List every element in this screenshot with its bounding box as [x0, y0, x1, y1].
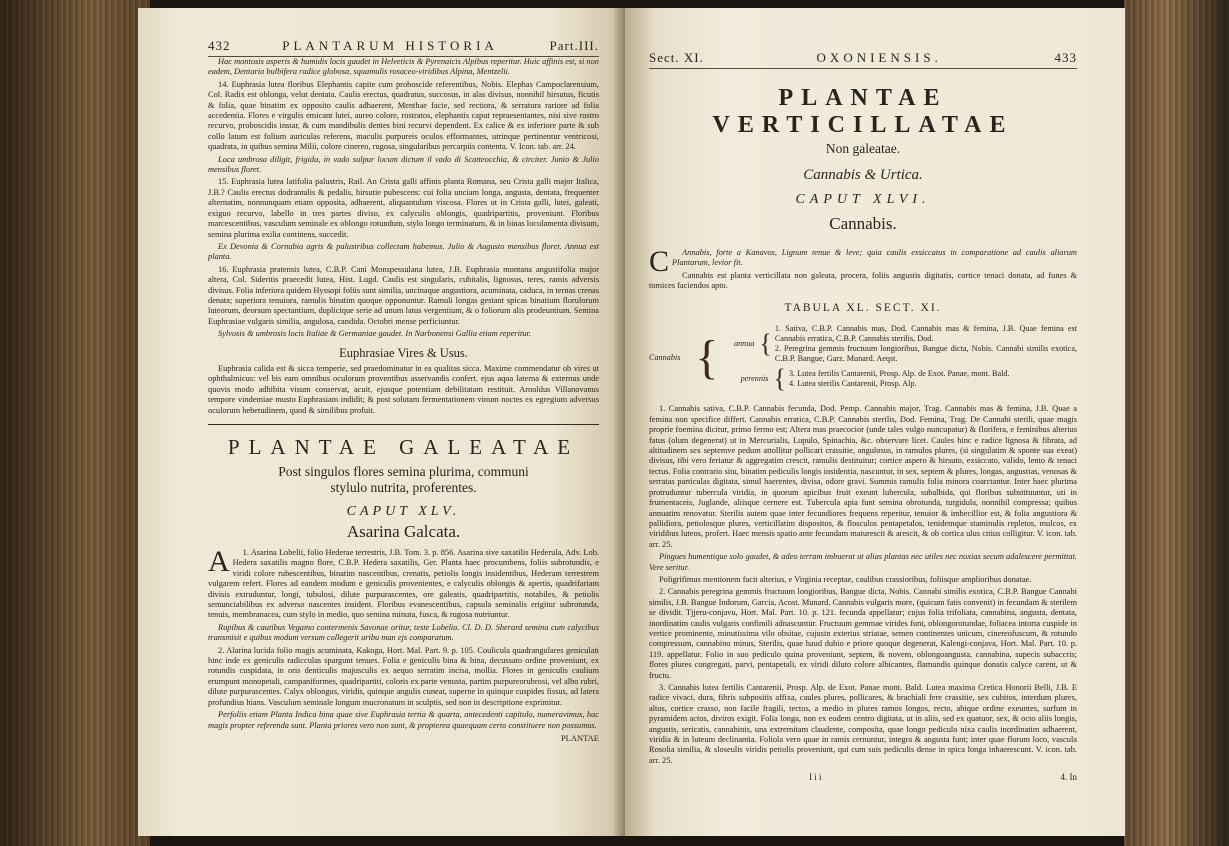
left-page-number: 432	[208, 38, 231, 53]
perennis-brace: {	[773, 364, 786, 394]
class-title: PLANTAE VERTICILLATAE	[712, 85, 1014, 138]
left-part-label: Part.III.	[549, 38, 599, 53]
annua-brace: {	[759, 329, 772, 359]
right-running-title: OXONIENSIS.	[816, 50, 942, 65]
left-page-edges	[0, 0, 150, 846]
chapter-number: CAPUT XLV.	[346, 504, 461, 519]
annua-label: annua	[733, 338, 755, 348]
drop-capital: A	[208, 545, 230, 578]
tree-brace: {	[695, 331, 719, 385]
chapter-title: Asarina Galcata.	[346, 522, 461, 541]
intro-paragraph: Hac montosis asperis & humidis locis gaudet in Helveticis & Pyrenaicis Alpibus reperitur. Huic affinis est, si non eadem, Dentaria bulbifera radice globosa, squamulis rosaceo-viridibus Alpina, Mentzelii.	[208, 57, 599, 77]
tree-branches	[722, 322, 1077, 395]
signature-mark: I i i	[809, 772, 822, 783]
tree-item: 3. Lutea fertilis Cantarenii, Prosp. Alp. de Exot. Panae, mont. Bald.	[788, 369, 1010, 379]
paragraph-14-habitat: Loca umbrosa diligit, frigida, in vado sulpur locum dictum il vado di Scatteocchia, & circiter. Junio & Julio mensibus floret.	[208, 154, 599, 175]
section-subtitle-line-1: Post singulos flores semina plurima, communi	[278, 464, 529, 479]
cannabis-text	[649, 404, 1077, 766]
paragraph-16-habitat: Sylvosis & umbrosis locis Italiae & Germaniae gaudet. In Narbonensi Gallia etiam reperitur.	[218, 329, 531, 339]
left-page	[138, 8, 625, 836]
paragraph-15-habitat: Ex Devonia & Cornubia agris & palustribus collectam habemus. Julio & Augusto mensibus floret. Annua est planta.	[208, 241, 599, 262]
paragraph-16: 16. Euphrasia pratensis lutea, C.B.P. Cani Monspessulana lutea, J.B. Euphrasia montana angustifolia major altera, Col. Sideritis praecedit lutea, Hist. Lugd. Caulis est singularis, cubitalis, lignosus, teres, ramis adversis divisus. Folia inferiora quidem Hyssopi foliis sunt similia, uncinaque angustiora, acuminata, caduca, in ternas crenas denata; superiora tenuiora, ramulis binatim quoque opponuntur. Ramuli longas gestant spicas binatium florulorum luteorum, deorsum spectantium, duplicique serie ad unum latus vergentium, & o foliorum alis prodeuntium. Semina Euphrasiae vulgaris similia, angulosa, candida. Octobri mense perficiuntur.	[208, 264, 599, 326]
section-title: PLANTAE GALEATAE	[227, 435, 580, 459]
right-page	[625, 8, 1125, 836]
right-running-head	[649, 50, 1077, 69]
etymology-paragraph: Annabis, forte a Kanavos, Lignum tenue & leve; quia caulis exsiccatus in comparatione ad caulis aliarum Plantarum, levior fit.	[672, 248, 1077, 268]
cannabis-paragraph-1: 1. Cannabis sativa, C.B.P. Cannabis fecunda, Dod. Pemp. Cannabis major, Trag. Cannabis mas & femina, J.B. Quae a femina non specifice differt. Cannabis erratica, C.B.P. Cannabis sterilis, Dod. Femina, Trag. De Cannabi sterili, quae magis proprie foemina dicitur, primo fermo est; Altera mas praecocior (unde tales vulgo nuncupatur) & florifera, e feminibus alterius fatus (olum degenerat) ut in Mercurialis, Lupulo, Spinachia, &c. observare licet. Caules hinc e radice lignosa & fibrata, ad altitudinem sex septemve pedum attollitur pollicari crassitie, angulosus, in ramulos plures, (si singulatim & sponte sua exeat) divisus, tibi vero feriatur & aggregatim crescit, ramulis destituitur; cortice aspero & hirsuto, exsiccato, valido, lento & tenaci tectus. Folia contrario situ, binatim pediculis longis insidentia, nascuntur, in sex, septem & plures, longas, angustias, venosas & serratas particulas digitata, simul haerentes, divisa, odore gravi. Summis ramulis folia minora coarctantur. Inter haec plurima protruduntur tubercula viridia, in quorum apicibus fruit exeunt lubercula, subalbida, qui floribus substituuntur, uti in frumentaceis, Juglande, aliisque cernere est. Tubercula apia funt semina obrotunda, turgidula, nonnihil compressa; quibus annuatim renovatur. Sterilis autem quae inter fecundiores frequens reperitur, tenuior & imbecillior est, & folia angustiora & pallidiora, petiolosque plures, verticillatim dispositos, & flosculos pentapetalos, tenidemque staminulis repletos, mulcos, ex viridibus luteos, profert. Haec mensis spatio ante fecundam maturescit & arescit, & ob cortica ulus citius colligitur. V. icon. tab. arr. 25.	[649, 404, 1077, 549]
right-page-number: 433	[1054, 50, 1077, 65]
cannabis-paragraph-1-note: Poligrifimus mentionem facit alterius, e Virginia receptae, caulibus crassioribus, foliisque amplioribus donatae.	[659, 574, 1032, 584]
tree-item: 4. Lutea sterilis Cantarenii, Prosp. Alp.	[788, 379, 917, 389]
right-body-text	[649, 245, 1077, 292]
drop-capital: C	[649, 245, 670, 278]
left-catchword: PLANTAE	[560, 732, 599, 743]
paragraph-14: 14. Euphrasia lutea floribus Elephantis capite cum proboscide referentibus, Nobis. Elephas Campoclarensium, Col. Radix est oblonga, velut dentata. Caulis erectus, quadratus, succosus, in alas divisus, nonnihil hirsutus, ficutis & folia, quae binatim ex opposito caulis adhaerent, Menthae facie, sed rectiora, & serratura rariore ad folia accedentia. Flores e virgulis emicant lutei, aureo colore, rostratos, elephantis caput repraesentantes, nisi sive rostro recurvo, proboscidis instar, & cum mandibulis dentes bini recurvi dependent. Ex calice & ex inferiore parte & sub collo latum est folium auriculas referens, maculis purpureis oculos efformantes, utrinque pertinentur ventricosi, quadrata, in quibus semina Milii, colore cinereo, rugosa, singularibus percarpiis contenta. V. Icon. tab. arr. 24.	[208, 79, 599, 152]
virtues-paragraph: Euphrasia calida est & sicca temperie, sed praedominatur in ea qualitas sicca. Maxime commendatur ob vires ut ophthalmicus: vel bis eam omnibus oculorum proventibus asservandis confert. ejus aqua laterna & externus unde quovis modo adhibita visum conservat, acuit, ejusque potentiam debilitatam restituit. Arnoldus Villanovanus tempore vindemiae musto Euphrasiam indidit; & post solutam fermentationem vinum noctes ex egregium adversus oculorum hebetudinem, quod & similibus profuit.	[208, 363, 599, 415]
perennis-label: perennis	[740, 374, 769, 384]
classification-table	[649, 322, 1077, 395]
tree-root-label: Cannabis	[649, 352, 681, 362]
group-title: Cannabis & Urtica.	[803, 167, 923, 183]
section-subtitle-line-2: stylulo nutrita, proferentes.	[330, 480, 477, 495]
asarina-text	[208, 545, 599, 743]
asarina-paragraph-1-habitat: Rupibus & cautibus Vegamo contermenis Savonae oritur, teste Lobelio. Cl. D. D. Sherard semina cum calycibus transmisit e quibus modum versum collegerit uribu man ejs comparatum.	[208, 622, 599, 643]
right-page-edges	[1124, 0, 1229, 846]
definition-paragraph: Cannabis est planta verticillata non galeata, procera, foliis angustis digitatis, cortice tenaci donata, ad funes & tomices faciendos apto.	[649, 270, 1077, 291]
tree-item: 2. Peregrina gemmis fructuum longioribus, Bangue dicta, Nobis. Cannabi similis exotica, C.B.P. Bangue, Garz. Munard. Aeqst.	[774, 344, 1077, 364]
class-subtitle: Non galeatae.	[825, 141, 901, 156]
right-footer	[649, 772, 1077, 782]
left-running-head	[208, 38, 599, 57]
paragraph-15: 15. Euphrasia lutea latifolia palustris, Rail. An Crista galli affinis planta Romana, seu Crista galli major Italica, J.B.? Caulis erectus dodrantalis & pedalis, hirsutie pubescens: cui folia unciam longa, angusta, dentata, frequenter alternatim, nonnunquam etiam opposita, adhaerent, aliquantulum viscosa. Flores ut in Crista galli, lutei, galeati, exiguo recurvo, labello in tres partes diviso, ex calyculis oblongis, quadripartitis, proveniunt. Floribus marcescentibus, vasculum seminale ex oblongo rotundum, stylo longo terminatum, & in binas loculamenta divisum, semina plurima exilia continens, succedit.	[208, 177, 599, 239]
chapter-title: Cannabis.	[829, 214, 897, 233]
tree-branch-perennis	[722, 366, 1077, 392]
right-catchword: 4. In	[1060, 772, 1077, 783]
cannabis-paragraph-1-habitat: Pingues humentique solo gaudet, & adeo terram imbuerat ut alias plantas nec utiles nec noxias secum adalescere permittat. Vere seritur.	[649, 552, 1077, 572]
right-section-label: Sect. XI.	[649, 50, 704, 65]
tree-branch-annua	[722, 324, 1077, 365]
asarina-paragraph-2: 2. Alarina lucida folio magis acuminata, Kakoga, Hort. Mal. Part. 9. p. 105. Coulicula quadrangulares geniculati hinc inde ex geniculis radicculas spargunt tenues. Folia e geniculis bina & bina, decussato ordine proveniunt, ex rotundis cuspidata, in oris denticulis majusculis ex aequo serratim incisa, mollia. Flores in geniculis caulium erumpunt monopetali, campaniformes, quadripartiti, coloris ex parte venusta, partim purpureorubrosi, vel albo rubri, dilute purpurascentes. Calyx oblongus, viridis, quinque angulis cuneat, superne in quinque cuspides fissus, ad latera profundius hians. Vasculum seminale longum mucronatum in sculptis, sed non in descriptione exprimitur.	[208, 645, 599, 707]
tree-item: 1. Sativa, C.B.P. Cannabis mas, Dod. Cannabis mas & femina, J.B. Quae femina est Cannabis erratica, C.B.P. Cannabis sterilis, Dod.	[774, 323, 1077, 343]
cannabis-paragraph-3: 3. Cannabis lutea fertilis Cantarenii, Prosp. Alp. de Exot. Panae mont. Bald. Lutea maxima Cretica Honorii Belli, J.B. E radice vivaci, dura, fibris subpositis affixa, caules plures, pollicares, & brachiali fere crassitie, sex cubitos, interdum plures, altos, cortice crasso, non facile fragili, tectos, a medio in plures ramos longos, recto, abique ordine exeuntes, surfum in pyramidem actos, diviros exigit. Folia longa, non ex eodem centro digitata, ut in aliis, sed ex quatuor, sex, & octo aliis longis, angustis, sericatis, cannabinis, una extremitam claudente, composita, quae longo pediculo nixa caulis inordinatim adhaerent, viridia & in luteum declinantia. Foliola vero quae in ramis cernuntur, integra & angusta funt; inter quae florum loco, vascula Rosolia similia, & sloseulis viridis petiolis proveniunt, qui cum suis pediculis dense in spica longa inhaerescunt. V. icon. tab. arr. 25.	[649, 683, 1077, 765]
chapter-number: CAPUT XLVI.	[795, 192, 931, 207]
table-heading: TABULA XL. SECT. XI.	[784, 301, 942, 314]
left-body-text	[208, 57, 599, 416]
asarina-paragraph-2-note: Perfoliis etiam Planta Indica bina quae sive Euphrasia tertia & quarta, antecedenti capitulo, numeravimus, hac magis propter referenda sunt. Planta priores vero non sunt, & propterea quaequam certo constituere non possumus.	[208, 710, 599, 730]
cannabis-paragraph-2: 2. Cannabis peregrina gemmis fructuum longioribus, Bangue dicta, Nobis. Cannabi similis exotica, C.B.P. Bangue Cannabi similis, J.B. Bangue Indorum, Garcia, Acost. Munard. Cannabis vulgaris more, (quicum fatis convenit) in fecundam & sterilem se dividit. Tjjeru-conjavu, Hort. Mal. Part. 10. p. 121. fecunda appellatur; cujus folia trifoliata, cannabina, angusta, dentata, inordinatim caulis vulgaris confimili adnascuntur. Fructuum gemmae virides funt, oblongorotundae, foliacea intorta cuspide in vertice prominente, minutissima vilo obsitae, cujusin exterius striatae, semen continentes unicum, cinereofuscum, & rotundo compressum, cannabino minus, Sterilis, quae haud dubio e priore quoque degenerat, Kalengi-conjava, Hort. Mal. Part. 10. p. 119. appellatur. Folio in suo pediculo quina proveniunt, septem, & novem, oblongoangusta, cannabina, supecis subaccris; flores plures congregati, parvi, pentapetali, ex viridi diluto colore albicantes, flamundis quinque donatis calyce carent, ut & fructu.	[649, 587, 1077, 680]
left-running-title: PLANTARUM HISTORIA	[282, 38, 498, 53]
asarina-paragraph-1: 1. Asarina Lobelii, folio Hederae terrestris, J.B. Tom. 3. p. 856. Asarina sive saxatilis Hederula, Adv. Lob. Hedera saxatilis magno flore, C.B.P. Hedera saxatilis, Ger. Planta haec procumbens, foliis subrotundis, e viridi colore rubescentibus, binatim nascentibus, crenatis, petiolis longis insidentibus, Hederam terrestrem vulgarem refert. Flores ad eandem modum e geniculis provenientes, e calyculis oblongis & apertis, quadrifariam divisis extruduntur, longi, tubulosi, dilute purpurascentes, ore galeatis, quadripartitis, notabiles, & petiolis semunciabilibus ex adverso nascentes insident. Floribus evanescentibus, capsula seminalis erigitur subrotunda, tenuis, membranacea, cum stylo in medio, quo semina minuta, fusca, & rugosa nutriuntur.	[208, 548, 599, 620]
section-rule	[208, 424, 599, 425]
virtues-heading: Euphrasiae Vires & Usus.	[339, 345, 468, 360]
